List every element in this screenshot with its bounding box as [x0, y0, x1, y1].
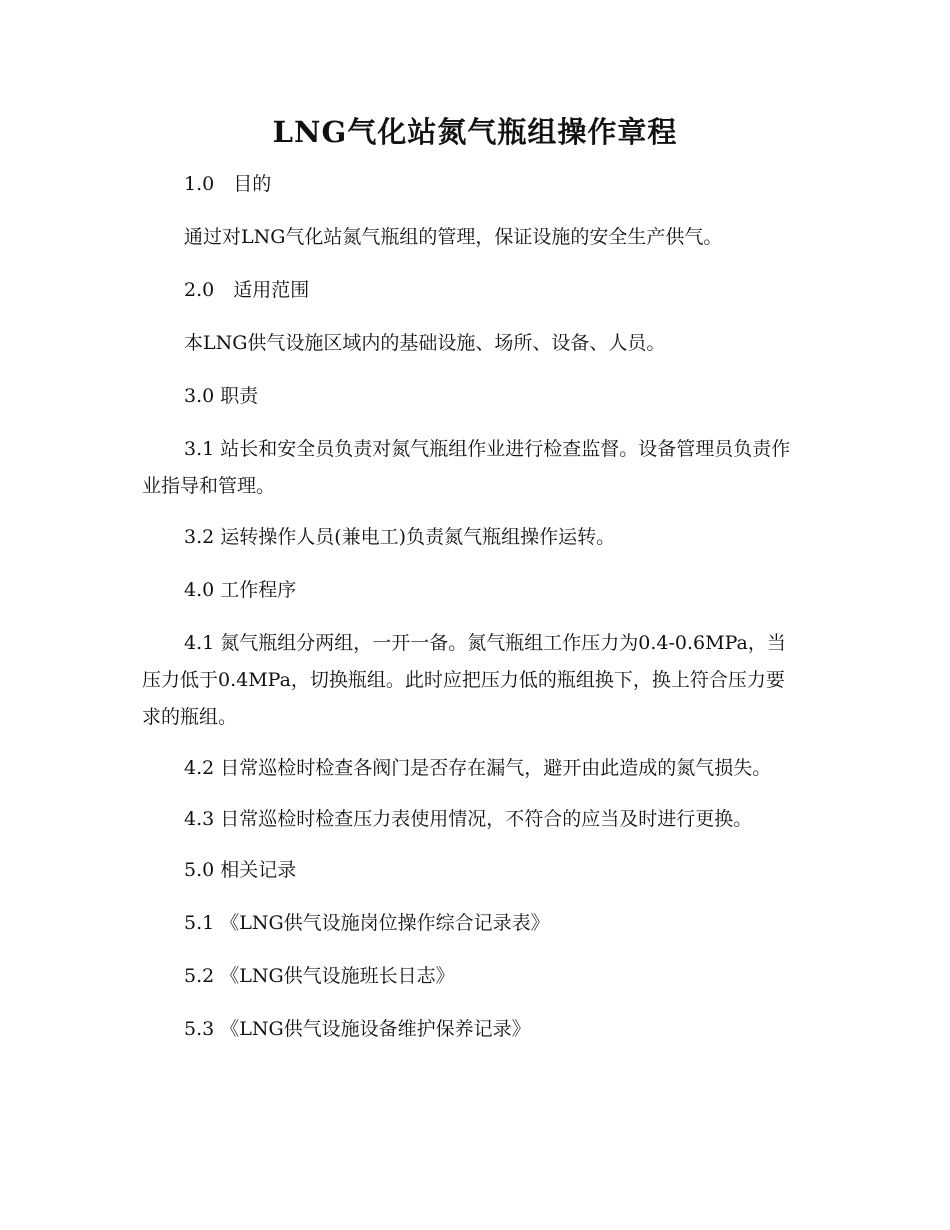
section-heading-purpose: 1.0 目的	[184, 173, 272, 195]
paragraph-purpose: 通过对LNG气化站氮气瓶组的管理，保证设施的安全生产供气。	[184, 226, 723, 248]
paragraph-5-2: 5.2 《LNG供气设施班长日志》	[184, 965, 455, 987]
paragraph-3-1: 3.1 站长和安全员负责对氮气瓶组作业进行检查监督。设备管理员负责作业指导和管理。	[142, 438, 791, 497]
section-heading-procedure: 4.0 工作程序	[184, 579, 297, 601]
document-title: LNG气化站氮气瓶组操作章程	[272, 115, 678, 149]
paragraph-4-2: 4.2 日常巡检时检查各阀门是否存在漏气，避开由此造成的氮气损失。	[184, 757, 772, 779]
paragraph-5-1: 5.1 《LNG供气设施岗位操作综合记录表》	[184, 912, 550, 934]
paragraph-scope: 本LNG供气设施区域内的基础设施、场所、设备、人员。	[184, 332, 666, 354]
paragraph-4-1: 4.1 氮气瓶组分两组，一开一备。氮气瓶组工作压力为0.4-0.6MPa，当压力低于0.4MPa，切换瓶组。此时应把压力低的瓶组换下，换上符合压力要求的瓶组。	[142, 632, 786, 728]
paragraph-5-3: 5.3 《LNG供气设施设备维护保养记录》	[184, 1018, 531, 1040]
paragraph-3-2: 3.2 运转操作人员(兼电工)负责氮气瓶组操作运转。	[184, 526, 616, 548]
paragraph-4-3: 4.3 日常巡检时检查压力表使用情况，不符合的应当及时进行更换。	[184, 808, 753, 830]
section-heading-records: 5.0 相关记录	[184, 859, 297, 881]
section-heading-responsibilities: 3.0 职责	[184, 385, 259, 407]
document-body	[142, 166, 797, 1048]
section-heading-scope: 2.0 适用范围	[184, 279, 310, 301]
